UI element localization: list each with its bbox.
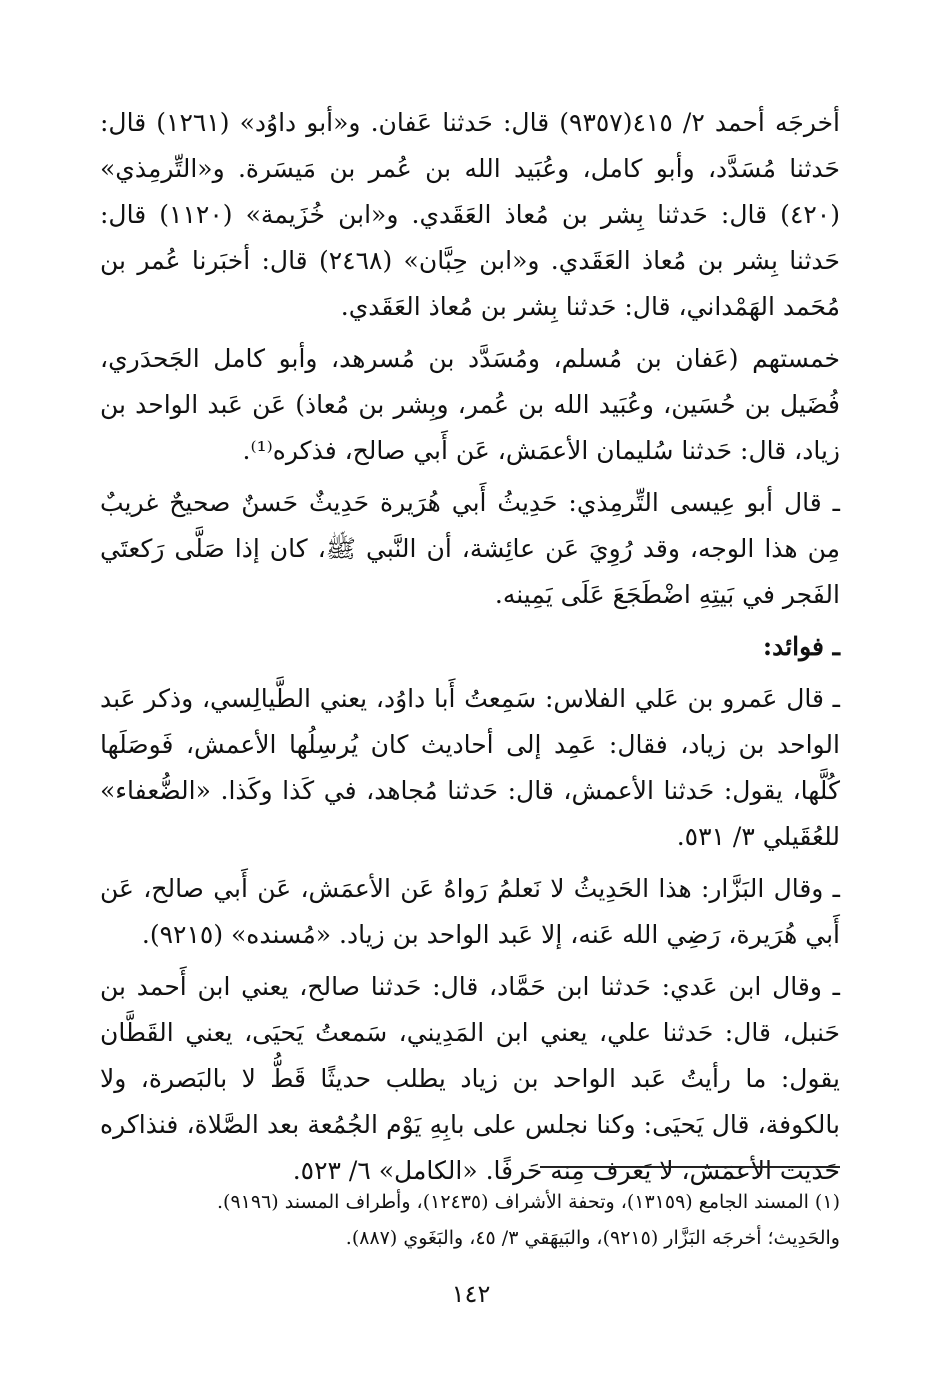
paragraph-takhrij: أخرجَه أحمد ٢/ ٤١٥(٩٣٥٧) قال: حَدثنا عَفان. و«أبو داوُد» (١٢٦١) قال: حَدثنا مُسَدَّد، وأبو كامل، وعُبَيد الله بن عُمر بن مَيسَرة. و«التِّرمِذي» (٤٢٠) قال: حَدثنا بِشر بن مُعاذ العَقَدي. و«ابن خُزَيمة» (١١٢٠) قال: حَدثنا بِشر بن مُعاذ العَقَدي. و«ابن حِبَّان» (٢٤٦٨) قال: أخبَرنا عُمر بن مُحَمد الهَمْداني، قال: حَدثنا بِشر بن مُعاذ العَقَدي.	[100, 108, 841, 321]
footnotes	[100, 1184, 840, 1256]
footnote-line-1: (١) المسند الجامع (١٣١٥٩)، وتحفة الأشراف (١٢٤٣٥)، وأطراف المسند (٩١٩٦).	[217, 1191, 840, 1213]
paragraph-chain-summary: خمستهم (عَفان بن مُسلم، ومُسَدَّد بن مُسرهد، وأبو كامل الجَحدَري، فُضَيل بن حُسَين، وعُبَيد الله بن عُمر، وبِشر بن مُعاذ) عَن عَبد الواحد بن زياد، قال: حَدثنا سُليمان الأعمَش، عَن أَبي صالح، فذكره⁽¹⁾.	[100, 344, 840, 465]
benefit-bazzar: ـ وقال البَزَّار: هذا الحَدِيثُ لا نَعلمُ رَواهُ عَن الأعمَش، عَن أَبي صالح، عَن أَبي هُرَيرة، رَضِي الله عَنه، إلا عَبد الواحد بن زياد. «مُسنده» (٩٢١٥).	[100, 874, 840, 949]
page-body	[100, 100, 840, 1200]
footnote-line-2: والحَدِيث؛ أخرجَه البَزَّار (٩٢١٥)، والبَيهَقي ٣/ ٤٥، والبَغَوي (٨٨٧).	[345, 1227, 840, 1249]
paragraph-tirmidhi-comment: ـ قال أبو عِيسى التِّرمِذي: حَدِيثُ أَبي هُرَيرة حَدِيثٌ حَسنٌ صحيحٌ غريبٌ مِن هذا الوجه، وقد رُوِيَ عَن عائِشة، أن النَّبي ﷺ، كان إذا صَلَّى رَكعتَي الفَجر في بَيتِهِ اضْطَجَعَ عَلَى يَمِينه.	[100, 488, 840, 609]
footnote-divider	[540, 1166, 840, 1168]
page-number: ١٤٢	[451, 1280, 491, 1308]
benefit-ibn-adi: ـ وقال ابن عَدي: حَدثنا ابن حَمَّاد، قال: حَدثنا صالح، يعني ابن أَحمد بن حَنبل، قال: حَدثنا علي، يعني ابن المَدِيني، سَمعتُ يَحيَى، يعني القَطَّان يقول: ما رأيتُ عَبد الواحد بن زياد يطلب حديثًا قَطُّ لا بالبَصرة، ولا بالكوفة، قال يَحيَى: وكنا نجلس على بابِهِ يَوْم الجُمُعة بعد الصَّلاة، فنذاكره حَديث الأعمَش، لا يَعرف مِنه حَرفًا. «الكامل» ٦/ ٥٢٣.	[100, 972, 840, 1185]
benefits-heading: ـ فوائد:	[762, 632, 840, 661]
benefit-fallas: ـ قال عَمرو بن عَلي الفلاس: سَمِعتُ أَبا داوُد، يعني الطَّيالِسي، وذكر عَبد الواحد بن زياد، فقال: عَمِد إلى أحاديث كان يُرسِلُها الأعمش، فَوصَلَها كُلَّها، يقول: حَدثنا الأعمش، قال: حَدثنا مُجاهد، في كَذا وكَذا. «الضُّعفاء» للعُقَيلي ٣/ ٥٣١.	[100, 684, 840, 851]
